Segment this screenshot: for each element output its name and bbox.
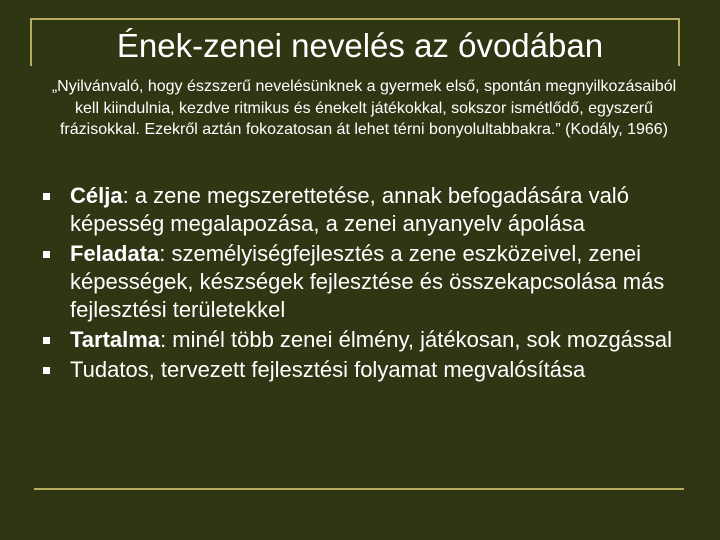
- bullet-text: Tudatos, tervezett fejlesztési folyamat megvalósítása: [70, 357, 586, 382]
- square-bullet-icon: [43, 193, 50, 200]
- square-bullet-icon: [43, 367, 50, 374]
- bullet-heading: Feladata: [70, 241, 160, 266]
- bullet-item-feladata: [40, 240, 690, 324]
- bullet-list: [40, 182, 690, 386]
- bullet-heading: Célja: [70, 183, 123, 208]
- bullet-item-celja: [40, 182, 690, 238]
- bullet-text: : minél több zenei élmény, játékosan, sok mozgással: [160, 327, 673, 352]
- slide-title: Ének-zenei nevelés az óvodában: [116, 27, 604, 64]
- bullet-item-tartalma: [40, 326, 690, 354]
- bullet-item-folyamat: [40, 356, 690, 384]
- title-frame-left-line: [30, 18, 32, 66]
- bullet-text: : a zene megszerettetése, annak befogadására való képesség megalapozása, a zenei anyanyelv ápolása: [70, 183, 629, 236]
- content-frame-bottom-line: [34, 488, 684, 490]
- bullet-text: : személyiségfejlesztés a zene eszközeivel, zenei képességek, készségek fejlesztése és összekapcsolása más fejlesztési területekkel: [70, 241, 665, 322]
- kodaly-quote: „Nyilvánvaló, hogy észszerű nevelésünknek a gyermek első, spontán megnyilkozásaiból kell kiindulnia, kezdve ritmikus és énekelt játékokkal, sokszor ismétlődő, egyszerű frázisokkal. Ezekről aztán fokozatosan át lehet térni bonyolultabbakra.” (Kodály, 1966): [51, 78, 677, 138]
- bullet-heading: Tartalma: [70, 327, 161, 352]
- title-frame-top-line: [30, 18, 680, 20]
- square-bullet-icon: [43, 251, 50, 258]
- square-bullet-icon: [43, 337, 50, 344]
